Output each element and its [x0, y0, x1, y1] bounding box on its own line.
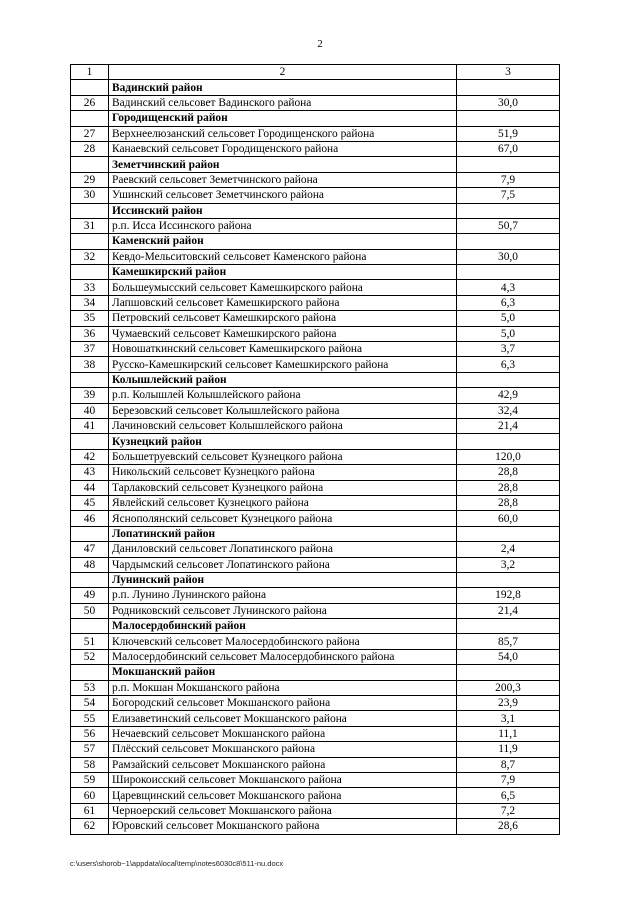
- table-row: [71, 603, 560, 618]
- district-row: [71, 572, 560, 587]
- row-value: 3,1: [457, 711, 560, 726]
- row-value: 8,7: [457, 757, 560, 772]
- district-row: [71, 203, 560, 218]
- district-row: [71, 665, 560, 680]
- row-value: [457, 265, 560, 280]
- table-row: [71, 326, 560, 341]
- table-row: [71, 126, 560, 141]
- settlement-name: Черноерский сельсовет Мокшанского района: [109, 803, 457, 818]
- settlement-name: Чардымский сельсовет Лопатинского района: [109, 557, 457, 572]
- table-row: [71, 788, 560, 803]
- district-row: [71, 372, 560, 387]
- row-number: 52: [71, 649, 109, 664]
- table-row: [71, 680, 560, 695]
- district-name: Мокшанский район: [109, 665, 457, 680]
- row-value: 7,5: [457, 188, 560, 203]
- table-row: [71, 742, 560, 757]
- settlement-name: Родниковский сельсовет Лунинского района: [109, 603, 457, 618]
- row-number: 36: [71, 326, 109, 341]
- row-value: 3,7: [457, 342, 560, 357]
- table-row: [71, 218, 560, 233]
- row-number: 48: [71, 557, 109, 572]
- row-number: 29: [71, 172, 109, 187]
- table-row: [71, 495, 560, 510]
- row-number: 46: [71, 511, 109, 526]
- row-number: 31: [71, 218, 109, 233]
- row-number: [71, 157, 109, 172]
- row-number: 43: [71, 465, 109, 480]
- district-row: [71, 526, 560, 541]
- row-number: [71, 80, 109, 95]
- row-value: [457, 434, 560, 449]
- district-row: [71, 157, 560, 172]
- table-row: [71, 803, 560, 818]
- district-name: Лунинский район: [109, 572, 457, 587]
- row-value: 23,9: [457, 696, 560, 711]
- footer-file-path: c:\users\shorob~1\appdata\local\temp\notes6030c8\511-nu.docx: [70, 859, 284, 868]
- row-number: 57: [71, 742, 109, 757]
- row-number: 58: [71, 757, 109, 772]
- row-value: 5,0: [457, 311, 560, 326]
- row-number: 32: [71, 249, 109, 264]
- table-row: [71, 188, 560, 203]
- row-value: 50,7: [457, 218, 560, 233]
- settlement-name: Елизаветинский сельсовет Мокшанского района: [109, 711, 457, 726]
- settlement-name: Царевщинский сельсовет Мокшанского района: [109, 788, 457, 803]
- table-row: [71, 511, 560, 526]
- table-row: [71, 757, 560, 772]
- table-row: [71, 141, 560, 156]
- header-col-2: 2: [109, 65, 457, 80]
- row-number: 44: [71, 480, 109, 495]
- row-number: 27: [71, 126, 109, 141]
- row-value: 11,1: [457, 726, 560, 741]
- table-row: [71, 542, 560, 557]
- table-row: [71, 418, 560, 433]
- table-row: [71, 634, 560, 649]
- row-number: 50: [71, 603, 109, 618]
- settlement-name: Раевский сельсовет Земетчинского района: [109, 172, 457, 187]
- row-number: 51: [71, 634, 109, 649]
- row-number: [71, 203, 109, 218]
- settlement-name: Богородский сельсовет Мокшанского района: [109, 696, 457, 711]
- row-number: [71, 572, 109, 587]
- row-number: [71, 372, 109, 387]
- row-value: [457, 572, 560, 587]
- settlement-name: Новошаткинский сельсовет Камешкирского района: [109, 342, 457, 357]
- row-number: 47: [71, 542, 109, 557]
- table-row: [71, 403, 560, 418]
- row-number: 30: [71, 188, 109, 203]
- row-value: 21,4: [457, 603, 560, 618]
- settlement-name: Плёсский сельсовет Мокшанского района: [109, 742, 457, 757]
- page-number: 2: [317, 38, 323, 50]
- district-name: Лопатинский район: [109, 526, 457, 541]
- settlement-name: р.п. Лунино Лунинского района: [109, 588, 457, 603]
- district-row: [71, 619, 560, 634]
- row-value: 7,9: [457, 772, 560, 787]
- row-number: 38: [71, 357, 109, 372]
- settlement-name: р.п. Колышлей Колышлейского района: [109, 388, 457, 403]
- row-number: 55: [71, 711, 109, 726]
- table-row: [71, 819, 560, 834]
- settlement-name: Рамзайский сельсовет Мокшанского района: [109, 757, 457, 772]
- row-value: 200,3: [457, 680, 560, 695]
- row-value: 28,6: [457, 819, 560, 834]
- allocation-table: [70, 64, 560, 835]
- row-number: 41: [71, 418, 109, 433]
- row-number: [71, 265, 109, 280]
- row-value: 28,8: [457, 465, 560, 480]
- settlement-name: Петровский сельсовет Камешкирского района: [109, 311, 457, 326]
- row-value: 6,5: [457, 788, 560, 803]
- row-number: 49: [71, 588, 109, 603]
- row-value: 3,2: [457, 557, 560, 572]
- row-number: [71, 526, 109, 541]
- settlement-name: Малосердобинский сельсовет Малосердобинского района: [109, 649, 457, 664]
- table-header-row: [71, 65, 560, 80]
- table-body: [71, 65, 560, 835]
- row-value: 6,3: [457, 295, 560, 310]
- settlement-name: Вадинский сельсовет Вадинского района: [109, 95, 457, 110]
- header-col-1: 1: [71, 65, 109, 80]
- table-row: [71, 772, 560, 787]
- settlement-name: р.п. Исса Иссинского района: [109, 218, 457, 233]
- row-value: 7,9: [457, 172, 560, 187]
- row-number: 53: [71, 680, 109, 695]
- row-value: [457, 111, 560, 126]
- table-row: [71, 280, 560, 295]
- row-value: 30,0: [457, 249, 560, 264]
- row-number: 60: [71, 788, 109, 803]
- settlement-name: Никольский сельсовет Кузнецкого района: [109, 465, 457, 480]
- settlement-name: Широкоисский сельсовет Мокшанского района: [109, 772, 457, 787]
- settlement-name: Верхнеелюзанский сельсовет Городищенского района: [109, 126, 457, 141]
- row-value: 11,9: [457, 742, 560, 757]
- district-name: Малосердобинский район: [109, 619, 457, 634]
- row-value: 5,0: [457, 326, 560, 341]
- table-row: [71, 449, 560, 464]
- table-row: [71, 342, 560, 357]
- row-value: 32,4: [457, 403, 560, 418]
- district-row: [71, 111, 560, 126]
- row-number: 59: [71, 772, 109, 787]
- table-row: [71, 357, 560, 372]
- row-value: 67,0: [457, 141, 560, 156]
- row-value: [457, 526, 560, 541]
- row-value: 51,9: [457, 126, 560, 141]
- table-row: [71, 388, 560, 403]
- settlement-name: Большеумысский сельсовет Камешкирского района: [109, 280, 457, 295]
- settlement-name: Нечаевский сельсовет Мокшанского района: [109, 726, 457, 741]
- row-number: 61: [71, 803, 109, 818]
- settlement-name: Ушинский сельсовет Земетчинского района: [109, 188, 457, 203]
- row-value: [457, 665, 560, 680]
- row-number: 42: [71, 449, 109, 464]
- settlement-name: Даниловский сельсовет Лопатинского района: [109, 542, 457, 557]
- row-value: 4,3: [457, 280, 560, 295]
- row-value: 54,0: [457, 649, 560, 664]
- table-row: [71, 726, 560, 741]
- row-value: 42,9: [457, 388, 560, 403]
- row-value: 6,3: [457, 357, 560, 372]
- district-name: Иссинский район: [109, 203, 457, 218]
- table-row: [71, 95, 560, 110]
- row-value: [457, 157, 560, 172]
- district-name: Городищенский район: [109, 111, 457, 126]
- settlement-name: Тарлаковский сельсовет Кузнецкого района: [109, 480, 457, 495]
- row-number: [71, 434, 109, 449]
- row-value: 85,7: [457, 634, 560, 649]
- district-name: Вадинский район: [109, 80, 457, 95]
- row-value: 192,8: [457, 588, 560, 603]
- row-value: 28,8: [457, 495, 560, 510]
- row-number: 62: [71, 819, 109, 834]
- settlement-name: Канаевский сельсовет Городищенского района: [109, 141, 457, 156]
- row-number: 45: [71, 495, 109, 510]
- row-value: [457, 203, 560, 218]
- table-row: [71, 711, 560, 726]
- district-row: [71, 80, 560, 95]
- row-number: 56: [71, 726, 109, 741]
- row-value: [457, 80, 560, 95]
- row-number: [71, 234, 109, 249]
- district-row: [71, 434, 560, 449]
- district-row: [71, 234, 560, 249]
- row-value: 28,8: [457, 480, 560, 495]
- table-row: [71, 311, 560, 326]
- settlement-name: Ключевский сельсовет Малосердобинского района: [109, 634, 457, 649]
- row-number: 40: [71, 403, 109, 418]
- row-number: [71, 619, 109, 634]
- row-number: 26: [71, 95, 109, 110]
- table-row: [71, 249, 560, 264]
- row-value: 7,2: [457, 803, 560, 818]
- settlement-name: Лачиновский сельсовет Колышлейского района: [109, 418, 457, 433]
- row-number: 37: [71, 342, 109, 357]
- row-number: 39: [71, 388, 109, 403]
- district-name: Камешкирский район: [109, 265, 457, 280]
- settlement-name: Яснополянский сельсовет Кузнецкого района: [109, 511, 457, 526]
- table-row: [71, 696, 560, 711]
- row-value: 21,4: [457, 418, 560, 433]
- settlement-name: Лапшовский сельсовет Камешкирского района: [109, 295, 457, 310]
- settlement-name: Кевдо-Мельситовский сельсовет Каменского района: [109, 249, 457, 264]
- table-row: [71, 295, 560, 310]
- district-name: Колышлейский район: [109, 372, 457, 387]
- table-row: [71, 588, 560, 603]
- district-row: [71, 265, 560, 280]
- row-value: 60,0: [457, 511, 560, 526]
- row-number: 54: [71, 696, 109, 711]
- row-number: [71, 111, 109, 126]
- settlement-name: Чумаевский сельсовет Камешкирского района: [109, 326, 457, 341]
- row-number: [71, 665, 109, 680]
- row-number: 28: [71, 141, 109, 156]
- settlement-name: Явлейский сельсовет Кузнецкого района: [109, 495, 457, 510]
- row-number: 34: [71, 295, 109, 310]
- row-value: [457, 372, 560, 387]
- district-name: Земетчинский район: [109, 157, 457, 172]
- settlement-name: р.п. Мокшан Мокшанского района: [109, 680, 457, 695]
- table-row: [71, 465, 560, 480]
- table-row: [71, 480, 560, 495]
- header-col-3: 3: [457, 65, 560, 80]
- table-row: [71, 557, 560, 572]
- settlement-name: Большетруевский сельсовет Кузнецкого района: [109, 449, 457, 464]
- row-value: [457, 234, 560, 249]
- district-name: Каменский район: [109, 234, 457, 249]
- table-row: [71, 172, 560, 187]
- row-number: 33: [71, 280, 109, 295]
- row-value: 120,0: [457, 449, 560, 464]
- settlement-name: Березовский сельсовет Колышлейского района: [109, 403, 457, 418]
- row-value: 2,4: [457, 542, 560, 557]
- row-value: [457, 619, 560, 634]
- row-number: 35: [71, 311, 109, 326]
- district-name: Кузнецкий район: [109, 434, 457, 449]
- row-value: 30,0: [457, 95, 560, 110]
- settlement-name: Юровский сельсовет Мокшанского района: [109, 819, 457, 834]
- table-row: [71, 649, 560, 664]
- settlement-name: Русско-Камешкирский сельсовет Камешкирского района: [109, 357, 457, 372]
